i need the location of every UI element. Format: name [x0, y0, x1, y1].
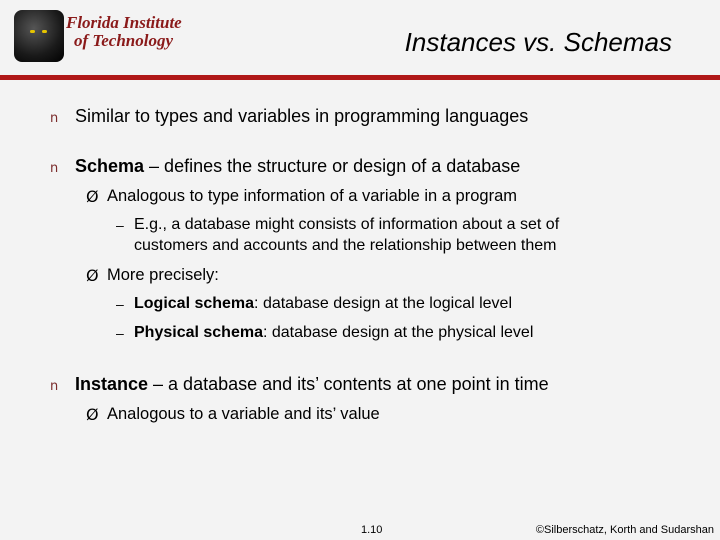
sub-sub-bullet-marker: – — [116, 325, 124, 341]
term-logical-schema: Logical schema — [134, 295, 255, 312]
sub-bullet-marker: Ø — [86, 266, 99, 285]
slide-title: Instances vs. Schemas — [404, 27, 672, 57]
schema-definition: – defines the structure or design of a database — [144, 156, 521, 176]
logo-line-2: of Technology — [74, 31, 174, 50]
logical-schema-line — [134, 295, 512, 313]
physical-schema-line — [134, 324, 533, 342]
example-line-2: customers and accounts and the relationship between them — [134, 237, 557, 254]
term-schema: Schema — [75, 156, 145, 176]
institution-logo — [14, 10, 184, 66]
sub-sub-bullet-marker: – — [116, 217, 124, 233]
logo-text — [66, 14, 182, 50]
sub-bullet-type-information: Analogous to type information of a variable in a program — [107, 187, 517, 205]
copyright-credit: ©Silberschatz, Korth and Sudarshan — [535, 524, 714, 536]
sub-bullet-marker: Ø — [86, 187, 99, 206]
bullet-marker: n — [50, 111, 59, 126]
page-number: 1.10 — [361, 524, 383, 536]
header-rule — [0, 75, 720, 80]
logo-line-1: Florida Institute — [66, 13, 182, 32]
physical-schema-definition: : database design at the physical level — [262, 324, 534, 341]
bullet-instance — [75, 374, 549, 395]
bullet-types-variables: Similar to types and variables in programming languages — [75, 106, 529, 126]
sub-sub-bullet-marker: – — [116, 296, 124, 312]
instance-definition: – a database and its’ contents at one point in time — [148, 374, 549, 394]
panther-logo-icon — [14, 10, 64, 62]
sub-bullet-variable-value: Analogous to a variable and its’ value — [107, 405, 380, 423]
bullet-marker: n — [50, 161, 59, 176]
example-line-1: E.g., a database might consists of information about a set of — [134, 216, 560, 233]
bullet-marker: n — [50, 379, 59, 394]
bullet-schema — [75, 156, 520, 177]
sub-bullet-more-precisely: More precisely: — [107, 266, 219, 284]
term-instance: Instance — [75, 374, 149, 394]
sub-bullet-marker: Ø — [86, 405, 99, 424]
term-physical-schema: Physical schema — [134, 324, 263, 341]
logical-schema-definition: : database design at the logical level — [254, 295, 512, 312]
